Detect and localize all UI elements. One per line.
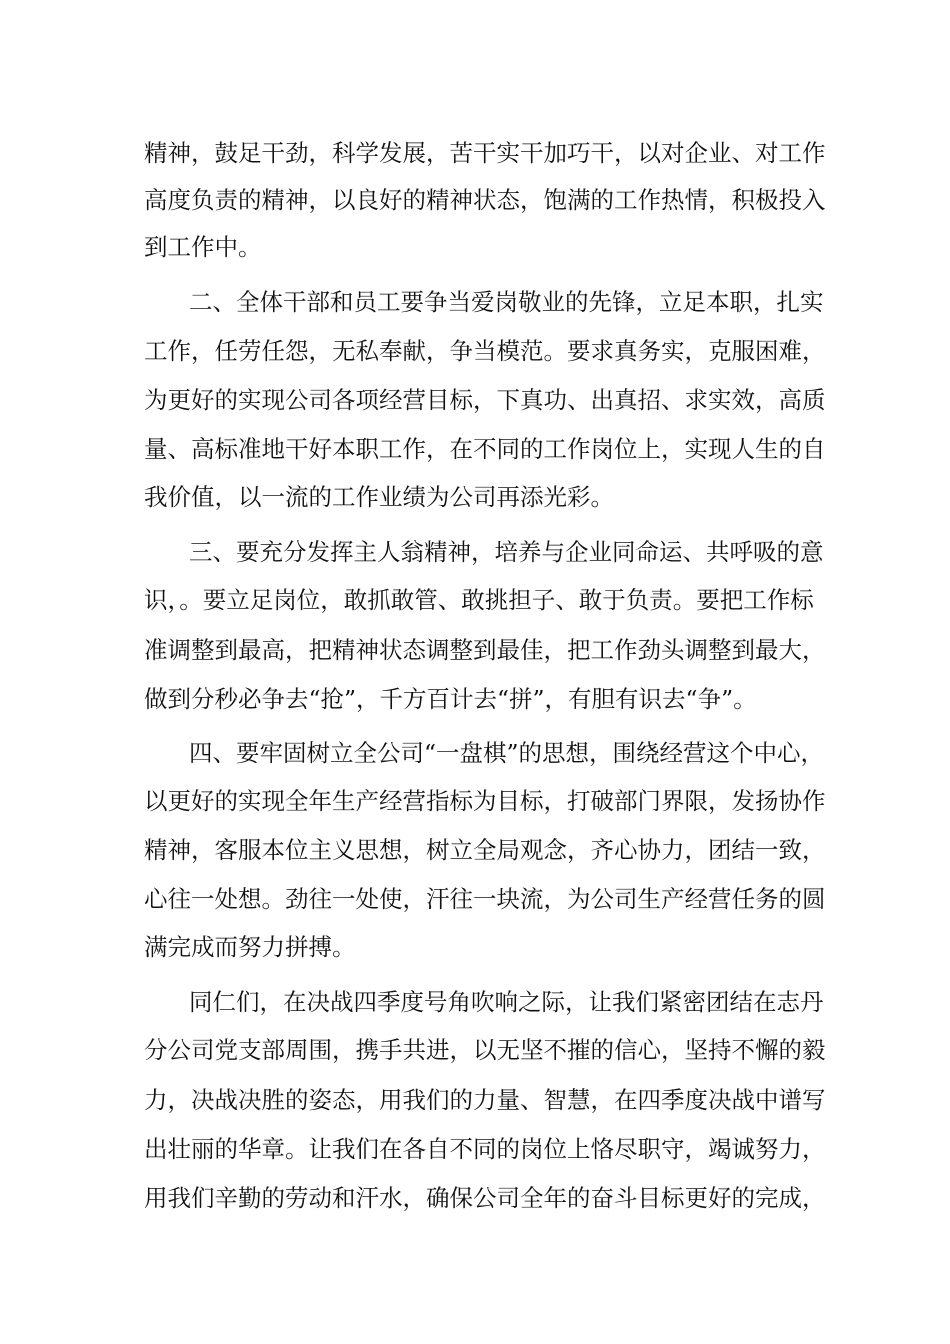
text-line: 精神，客服本位主义思想，树立全局观念，齐心协力，团结一致， (144, 836, 826, 864)
paragraph-first-line: 三、要充分发挥主人翁精神，培养与企业同命运、共呼吸的意 (189, 538, 824, 566)
text-line: 出壮丽的华章。让我们在各自不同的岗位上恪尽职守，竭诚努力， (144, 1135, 826, 1163)
text-line: 到工作中。 (144, 233, 262, 261)
text-line: 准调整到最高，把精神状态调整到最佳，把工作劲头调整到最大， (144, 636, 826, 664)
text-line: 分公司党支部周围，携手共进，以无坚不摧的信心，坚持不懈的毅 (144, 1036, 826, 1064)
text-line: 工作，任劳任怨，无私奉献，争当模范。要求真务实，克服困难， (144, 337, 826, 365)
text-line: 用我们辛勤的劳动和汗水，确保公司全年的奋斗目标更好的完成， (144, 1184, 826, 1212)
text-line: 满完成而努力拼搏。 (144, 933, 356, 961)
paragraph-first-line: 同仁们，在决战四季度号角吹响之际，让我们紧密团结在志丹 (189, 988, 824, 1016)
paragraph-first-line: 二、全体干部和员工要争当爱岗敬业的先锋，立足本职，扎实 (189, 288, 824, 316)
text-line: 做到分秒必争去“抢”，千方百计去“拼”，有胆有识去“争”。 (144, 685, 757, 713)
text-line: 以更好的实现全年生产经营指标为目标，打破部门界限，发扬协作 (144, 787, 826, 815)
text-line: 心往一处想。劲往一处使，汗往一块流，为公司生产经营任务的圆 (144, 885, 826, 913)
text-line: 精神，鼓足干劲，科学发展，苦干实干加巧干，以对企业、对工作 (144, 139, 826, 167)
text-line: 力，决战决胜的姿态，用我们的力量、智慧，在四季度决战中谱写 (144, 1086, 826, 1114)
text-line: 为更好的实现公司各项经营目标，下真功、出真招、求实效，高质 (144, 386, 826, 414)
text-line: 我价值，以一流的工作业绩为公司再添光彩。 (144, 483, 614, 511)
text-line: 高度负责的精神，以良好的精神状态，饱满的工作热情，积极投入 (144, 186, 826, 214)
text-line: 量、高标准地干好本职工作，在不同的工作岗位上，实现人生的自 (144, 435, 826, 463)
text-line: 识，。要立足岗位，敢抓敢管、敢挑担子、敢于负责。要把工作标 (144, 586, 814, 614)
paragraph-first-line: 四、要牢固树立全公司“一盘棋”的思想，围绕经营这个中心， (189, 739, 825, 767)
